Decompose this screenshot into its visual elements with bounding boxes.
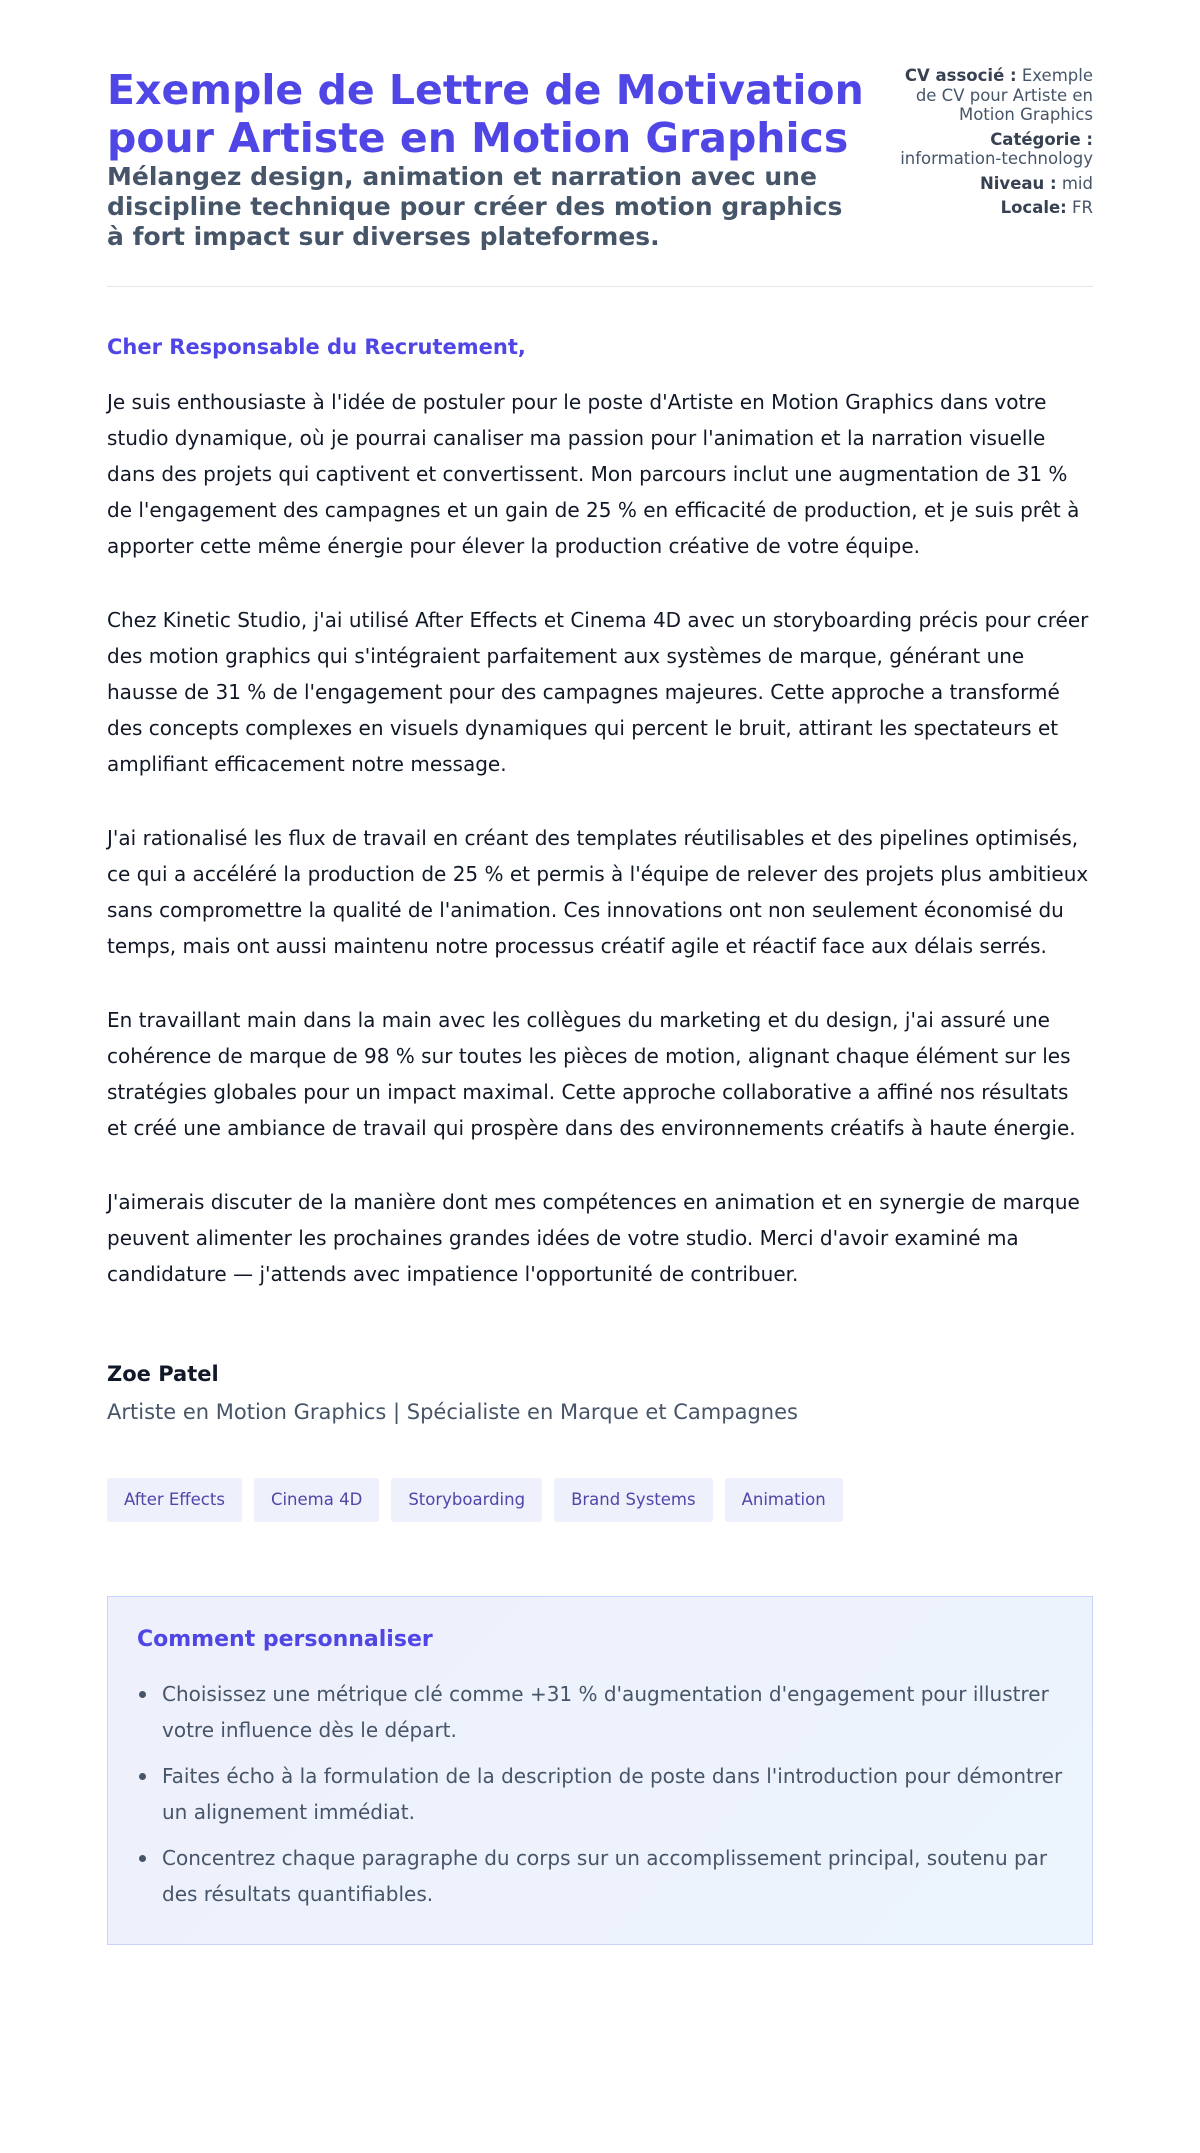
- meta-label: CV associé :: [904, 66, 1017, 85]
- meta-panel: [893, 66, 1093, 223]
- letter-greeting: Cher Responsable du Recrutement,: [107, 335, 526, 359]
- tips-list: [137, 1676, 1063, 1912]
- meta-level: [893, 174, 1093, 194]
- skill-tag: Animation: [725, 1478, 843, 1522]
- skill-tag: Storyboarding: [391, 1478, 542, 1522]
- letter-body: [107, 335, 1093, 1292]
- signature-title: Artiste en Motion Graphics | Spécialiste en Marque et Campagnes: [107, 1400, 798, 1424]
- letter-paragraph: Chez Kinetic Studio, j'ai utilisé After Effects et Cinema 4D avec un storyboarding précis pour créer des motion graphics qui s'intégraient parfaitement aux systèmes de marque, générant une hausse de 31 % de l'engagement pour des campagnes majeures. Cette approche a transformé des concepts complexes en visuels dynamiques qui percent le bruit, attirant les spectateurs et amplifiant efficacement notre message.: [107, 608, 1089, 776]
- meta-value: Exemple de CV pour Artiste en Motion Graphics: [915, 66, 1093, 124]
- page-title: Exemple de Lettre de Motivation pour Artiste en Motion Graphics: [107, 66, 864, 162]
- tips-title: Comment personnaliser: [137, 1627, 433, 1652]
- customization-tips: [107, 1596, 1093, 1945]
- meta-locale: [893, 198, 1093, 218]
- page-subtitle: Mélangez design, animation et narration avec une discipline technique pour créer des motion graphics à fort impact sur diverses plateformes.: [107, 162, 843, 251]
- meta-value: information-technology: [900, 149, 1093, 168]
- skill-tags: [107, 1478, 1093, 1522]
- header-titles: [107, 66, 867, 252]
- signature-name: Zoe Patel: [107, 1362, 219, 1386]
- letter-paragraph: En travaillant main dans la main avec les collègues du marketing et du design, j'ai assuré une cohérence de marque de 98 % sur toutes les pièces de motion, alignant chaque élément sur les stratégies globales pour un impact maximal. Cette approche collaborative a affiné nos résultats et créé une ambiance de travail qui prospère dans des environnements créatifs à haute énergie.: [107, 1008, 1076, 1140]
- meta-related-cv: [893, 66, 1093, 125]
- skill-tag: Cinema 4D: [254, 1478, 379, 1522]
- tip-item: Choisissez une métrique clé comme +31 % d'augmentation d'engagement pour illustrer votre influence dès le départ.: [137, 1676, 1063, 1748]
- letter-paragraph: J'aimerais discuter de la manière dont mes compétences en animation et en synergie de marque peuvent alimenter les prochaines grandes idées de votre studio. Merci d'avoir examiné ma candidature — j'attends avec impatience l'opportunité de contribuer.: [107, 1190, 1080, 1286]
- meta-value: mid: [1061, 173, 1093, 193]
- tip-item: Faites écho à la formulation de la description de poste dans l'introduction pour démontrer un alignement immédiat.: [137, 1758, 1063, 1830]
- signature-block: [107, 1362, 1093, 1424]
- meta-value: FR: [1072, 198, 1093, 217]
- page-header: [107, 66, 1093, 287]
- skill-tag: After Effects: [107, 1478, 242, 1522]
- meta-label: Niveau :: [979, 173, 1057, 193]
- meta-label: Catégorie :: [990, 129, 1093, 149]
- skill-tag: Brand Systems: [554, 1478, 713, 1522]
- meta-category: [893, 130, 1093, 169]
- letter-paragraph: J'ai rationalisé les flux de travail en créant des templates réutilisables et des pipelines optimisés, ce qui a accéléré la production de 25 % et permis à l'équipe de relever des projets plus ambitieux sans compromettre la qualité de l'animation. Ces innovations ont non seulement économisé du temps, mais ont aussi maintenu notre processus créatif agile et réactif face aux délais serrés.: [107, 826, 1089, 958]
- letter-paragraph: Je suis enthousiaste à l'idée de postuler pour le poste d'Artiste en Motion Graphics dans votre studio dynamique, où je pourrai canaliser ma passion pour l'animation et la narration visuelle dans des projets qui captivent et convertissent. Mon parcours inclut une augmentation de 31 % de l'engagement des campagnes et un gain de 25 % en efficacité de production, et je suis prêt à apporter cette même énergie pour élever la production créative de votre équipe.: [107, 390, 1080, 558]
- meta-label: Locale:: [1000, 198, 1067, 217]
- tip-item: Concentrez chaque paragraphe du corps sur un accomplissement principal, soutenu par des résultats quantifiables.: [137, 1840, 1063, 1912]
